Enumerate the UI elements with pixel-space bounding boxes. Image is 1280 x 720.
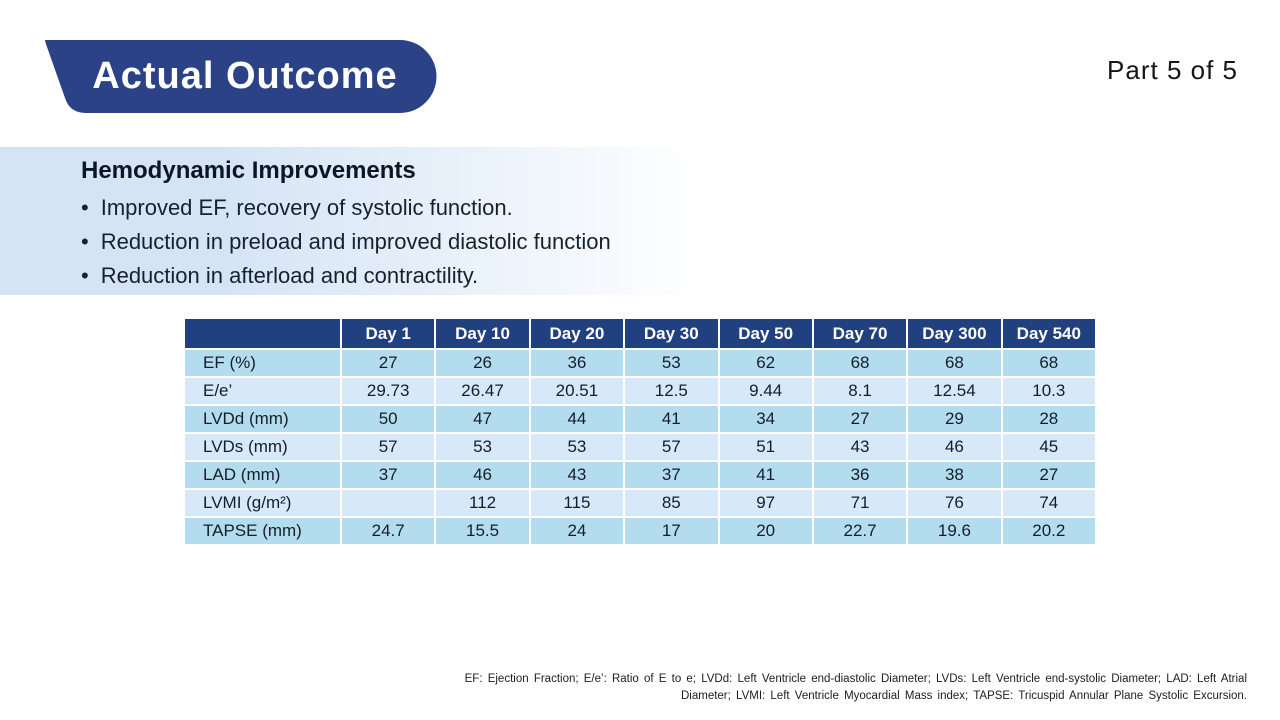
table-cell: 46 <box>907 433 1001 461</box>
table-cell: 53 <box>530 433 624 461</box>
table-cell: 36 <box>813 461 907 489</box>
table-cell: 57 <box>341 433 435 461</box>
table-cell: 17 <box>624 517 718 545</box>
table-cell: 47 <box>435 405 529 433</box>
row-label: EF (%) <box>184 349 341 377</box>
section-heading: Hemodynamic Improvements <box>81 157 416 184</box>
table-cell: 19.6 <box>907 517 1001 545</box>
table-cell: 36 <box>530 349 624 377</box>
table-cell: 12.5 <box>624 377 718 405</box>
table-cell: 68 <box>813 349 907 377</box>
table-row <box>184 517 1096 545</box>
table-cell: 62 <box>719 349 813 377</box>
table-corner-cell <box>184 318 341 349</box>
table-cell: 28 <box>1002 405 1096 433</box>
part-indicator: Part 5 of 5 <box>1107 55 1238 85</box>
table-cell: 10.3 <box>1002 377 1096 405</box>
table-cell: 97 <box>719 489 813 517</box>
bullet-item: • Reduction in afterload and contractility. <box>81 259 700 293</box>
table-cell: 38 <box>907 461 1001 489</box>
table-cell: 8.1 <box>813 377 907 405</box>
table-header-cell: Day 70 <box>813 318 907 349</box>
table-cell: 46 <box>435 461 529 489</box>
hemodynamic-section <box>0 147 700 295</box>
table-cell: 24 <box>530 517 624 545</box>
table-cell: 74 <box>1002 489 1096 517</box>
bullet-list <box>81 191 700 293</box>
table-cell: 43 <box>530 461 624 489</box>
table-row <box>184 461 1096 489</box>
table-cell: 9.44 <box>719 377 813 405</box>
table-row <box>184 349 1096 377</box>
metrics-table <box>183 317 1097 546</box>
row-label: LVDd (mm) <box>184 405 341 433</box>
table-cell: 112 <box>435 489 529 517</box>
row-label: LVMI (g/m²) <box>184 489 341 517</box>
table-cell: 12.54 <box>907 377 1001 405</box>
table-cell: 15.5 <box>435 517 529 545</box>
table-cell: 37 <box>624 461 718 489</box>
table-cell: 27 <box>1002 461 1096 489</box>
table-cell: 29 <box>907 405 1001 433</box>
table-header-cell: Day 20 <box>530 318 624 349</box>
table-cell: 44 <box>530 405 624 433</box>
table-cell: 20.51 <box>530 377 624 405</box>
table-cell: 53 <box>624 349 718 377</box>
table-cell: 45 <box>1002 433 1096 461</box>
table-cell: 20.2 <box>1002 517 1096 545</box>
table-cell: 29.73 <box>341 377 435 405</box>
table-cell: 20 <box>719 517 813 545</box>
table-body <box>184 349 1096 545</box>
table-cell: 50 <box>341 405 435 433</box>
table-cell: 71 <box>813 489 907 517</box>
table-cell: 76 <box>907 489 1001 517</box>
table-cell: 41 <box>719 461 813 489</box>
table-cell: 53 <box>435 433 529 461</box>
table-cell: 24.7 <box>341 517 435 545</box>
table-row <box>184 405 1096 433</box>
bullet-item: • Reduction in preload and improved diastolic function <box>81 225 700 259</box>
table-header-cell: Day 10 <box>435 318 529 349</box>
table-header-cell: Day 30 <box>624 318 718 349</box>
table-header-cell: Day 50 <box>719 318 813 349</box>
table-cell: 115 <box>530 489 624 517</box>
table-cell <box>341 489 435 517</box>
table-cell: 43 <box>813 433 907 461</box>
table-row <box>184 377 1096 405</box>
table-cell: 34 <box>719 405 813 433</box>
table-cell: 85 <box>624 489 718 517</box>
table-header-cell: Day 1 <box>341 318 435 349</box>
row-label: TAPSE (mm) <box>184 517 341 545</box>
table-cell: 51 <box>719 433 813 461</box>
table-header-cell: Day 540 <box>1002 318 1096 349</box>
title-banner <box>45 40 437 113</box>
table-cell: 26 <box>435 349 529 377</box>
table-cell: 27 <box>813 405 907 433</box>
table-header-row <box>184 318 1096 349</box>
table-row <box>184 433 1096 461</box>
table-cell: 22.7 <box>813 517 907 545</box>
row-label: LAD (mm) <box>184 461 341 489</box>
table-cell: 26.47 <box>435 377 529 405</box>
row-label: E/e’ <box>184 377 341 405</box>
page-title: Actual Outcome <box>92 55 398 97</box>
table-cell: 57 <box>624 433 718 461</box>
table-row <box>184 489 1096 517</box>
table-cell: 68 <box>907 349 1001 377</box>
table-header-cell: Day 300 <box>907 318 1001 349</box>
table-cell: 37 <box>341 461 435 489</box>
row-label: LVDs (mm) <box>184 433 341 461</box>
table-cell: 41 <box>624 405 718 433</box>
table-cell: 27 <box>341 349 435 377</box>
table-header <box>184 318 1096 349</box>
table-cell: 68 <box>1002 349 1096 377</box>
bullet-item: • Improved EF, recovery of systolic function. <box>81 191 700 225</box>
footnote: EF: Ejection Fraction; E/e’: Ratio of E to e; LVDd: Left Ventricle end-diastolic Diameter; LVDs: Left Ventricle end-systolic Diameter; LAD: Left Atrial Diameter; LVMI: Left Ventricle Myocardial Mass index; TAPSE: Tricuspid Annular Plane Systolic Excursion. <box>464 673 1247 702</box>
